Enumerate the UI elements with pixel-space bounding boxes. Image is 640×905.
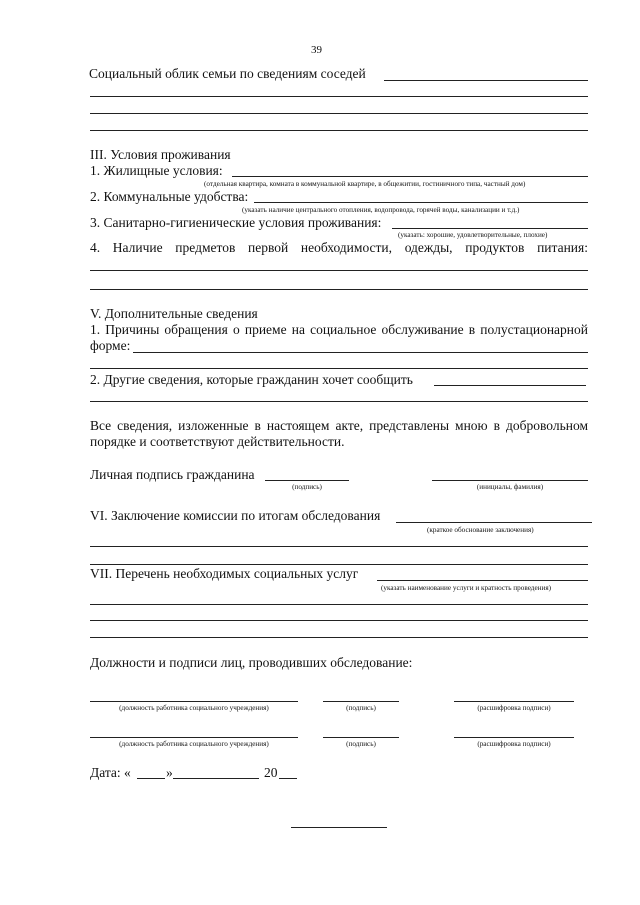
housing-field[interactable] xyxy=(232,176,588,177)
official-2-name-hint: (расшифровка подписи) xyxy=(477,740,551,748)
housing-hint: (отдельная квартира, комната в коммунальной квартире, в общежитии, гостиничного типа, частный дом) xyxy=(204,180,526,188)
page-number: 39 xyxy=(311,44,322,56)
section3-title: III. Условия проживания xyxy=(90,147,231,162)
date-year-field[interactable] xyxy=(279,778,297,779)
date-day-field[interactable] xyxy=(137,778,165,779)
other-info-label: 2. Другие сведения, которые гражданин хочет сообщить xyxy=(90,372,413,387)
services-line-4[interactable] xyxy=(90,637,588,638)
citizen-name-hint: (инициалы, фамилия) xyxy=(476,483,544,491)
utilities-hint: (указать наличие центрального отопления, водопровода, горячей воды, канализации и т.д.) xyxy=(242,206,520,214)
conclusion-field[interactable] xyxy=(396,522,592,523)
official-1-signature-field[interactable] xyxy=(323,701,399,702)
services-line-2[interactable] xyxy=(90,604,588,605)
services-line-3[interactable] xyxy=(90,620,588,621)
official-1-name-hint: (расшифровка подписи) xyxy=(477,704,551,712)
official-2-position-hint: (должность работника социального учреждения) xyxy=(119,740,269,748)
sanitary-hint: (указать: хорошие, удовлетворительные, плохие) xyxy=(398,231,548,239)
sanitary-field[interactable] xyxy=(392,228,588,229)
official-2-signature-hint: (подпись) xyxy=(346,740,376,748)
officials-title: Должности и подписи лиц, проводивших обследование: xyxy=(90,655,413,670)
neighbors-line-3[interactable] xyxy=(90,113,588,114)
reasons-field[interactable] xyxy=(133,352,588,353)
date-month-field[interactable] xyxy=(173,778,259,779)
other-info-field[interactable] xyxy=(434,385,586,386)
services-hint: (указать наименование услуги и кратность проведения) xyxy=(381,584,552,592)
date-label: Дата: « xyxy=(90,765,131,780)
necessities-line-1[interactable] xyxy=(90,270,588,271)
neighbors-label: Социальный облик семьи по сведениям соседей xyxy=(89,66,366,81)
necessities-line-2[interactable] xyxy=(90,289,588,290)
reasons-label-line2: форме: xyxy=(90,338,131,353)
official-1-name-field[interactable] xyxy=(454,701,574,702)
statement-line2: порядке и соответствуют действительности. xyxy=(90,434,345,449)
official-1-position-hint: (должность работника социального учреждения) xyxy=(119,704,269,712)
conclusion-hint: (краткое обоснование заключения) xyxy=(427,526,534,534)
necessities-label: 4. Наличие предметов первой необходимости, одежды, продуктов питания: xyxy=(90,240,588,255)
date-close-quote: » xyxy=(166,765,173,780)
neighbors-line-4[interactable] xyxy=(90,130,588,131)
footer-divider xyxy=(291,827,387,828)
citizen-signature-field[interactable] xyxy=(265,480,349,481)
official-2-name-field[interactable] xyxy=(454,737,574,738)
citizen-signature-hint: (подпись) xyxy=(292,483,322,491)
neighbors-line-2[interactable] xyxy=(90,96,588,97)
date-year-prefix: 20 xyxy=(264,765,278,780)
section7-title: VII. Перечень необходимых социальных услуг xyxy=(90,566,359,581)
reasons-label-line1: 1. Причины обращения о приеме на социальное обслуживание в полустационарной xyxy=(90,322,588,337)
services-field[interactable] xyxy=(377,580,588,581)
utilities-field[interactable] xyxy=(254,202,588,203)
official-1-signature-hint: (подпись) xyxy=(346,704,376,712)
section5-title: V. Дополнительные сведения xyxy=(90,306,258,321)
citizen-signature-label: Личная подпись гражданина xyxy=(90,467,255,482)
conclusion-line-3[interactable] xyxy=(90,564,588,565)
reasons-line-2[interactable] xyxy=(90,368,588,369)
other-info-line-2[interactable] xyxy=(90,401,588,402)
sanitary-label: 3. Санитарно-гигиенические условия проживания: xyxy=(90,215,382,230)
neighbors-field[interactable] xyxy=(384,80,588,81)
official-2-signature-field[interactable] xyxy=(323,737,399,738)
conclusion-line-2[interactable] xyxy=(90,546,588,547)
official-2-position-field[interactable] xyxy=(90,737,298,738)
section6-title: VI. Заключение комиссии по итогам обследования xyxy=(90,508,381,523)
statement-line1: Все сведения, изложенные в настоящем акте, представлены мною в добровольном xyxy=(90,418,588,433)
utilities-label: 2. Коммунальные удобства: xyxy=(90,189,249,204)
official-1-position-field[interactable] xyxy=(90,701,298,702)
citizen-name-field[interactable] xyxy=(432,480,588,481)
housing-label: 1. Жилищные условия: xyxy=(90,163,223,178)
